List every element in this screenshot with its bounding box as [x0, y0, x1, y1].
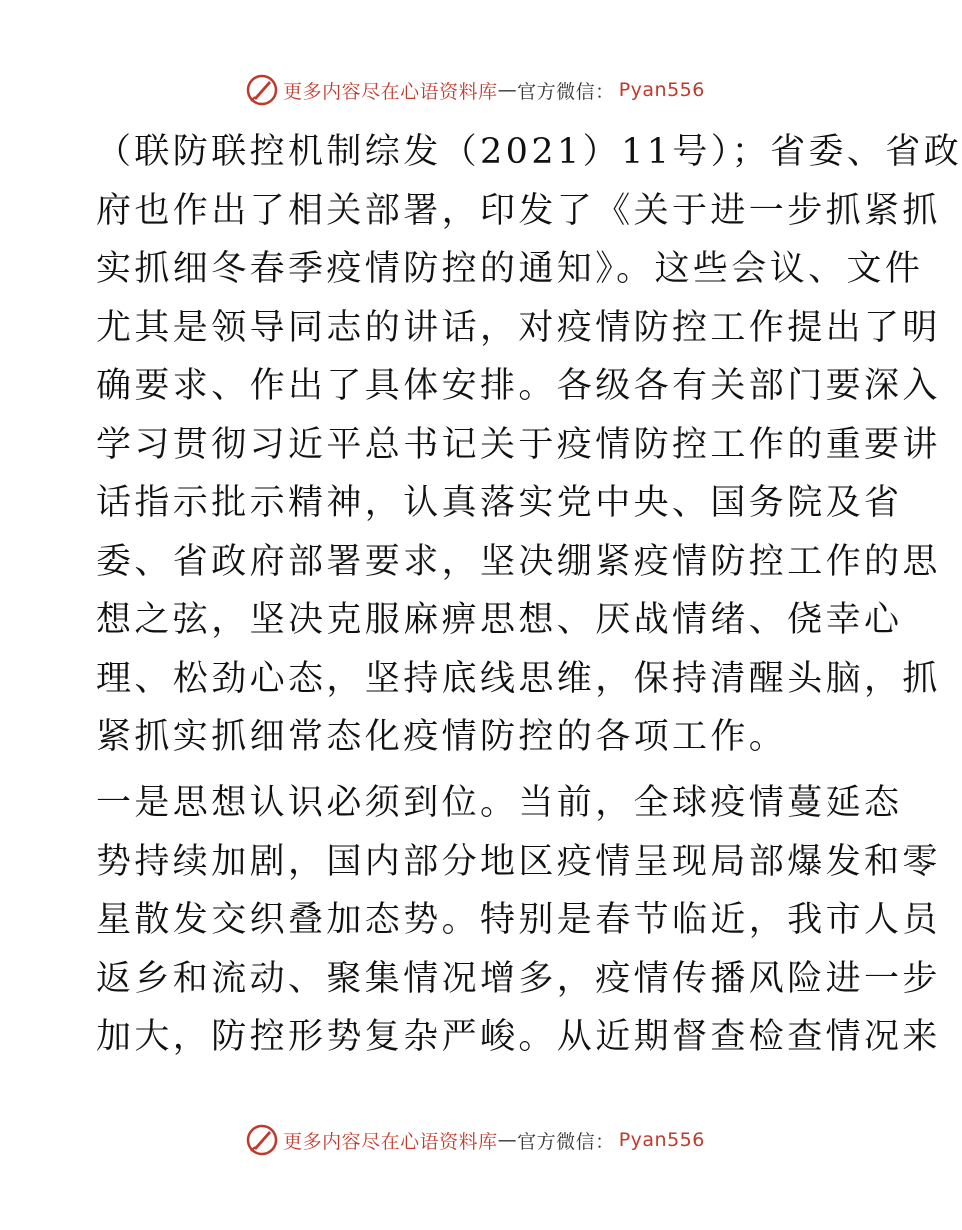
- wechat-label: 官方微信：: [517, 80, 615, 103]
- text-line: 想之弦，坚决克服麻痹思想、厌战情绪、侥幸心: [96, 600, 903, 640]
- text-line: 府也作出了相关部署，印发了《关于进一步抓紧抓: [96, 190, 941, 231]
- wechat-id: Pyan556: [618, 1129, 705, 1151]
- text-line: 返乡和流动、聚集情况增多，疫情传播风险进一步: [96, 958, 941, 999]
- brand-text: 更多内容尽在心语资料库: [283, 1130, 498, 1153]
- banner-separator: —: [497, 79, 518, 101]
- text-line: （联防联控机制综发（2021）11号）；省委、省政: [96, 132, 962, 172]
- text-line: 学习贯彻习近平总书记关于疫情防控工作的重要讲: [96, 424, 941, 465]
- wechat-label: 官方微信：: [517, 1130, 615, 1153]
- text-line: 尤其是领导同志的讲话，对疫情防控工作提出了明: [96, 307, 941, 348]
- text-line: 加大，防控形势复杂严峻。从近期督查检查情况来: [96, 1017, 941, 1057]
- text-line: 一是思想认识必须到位。当前，全球疫情蔓延态: [96, 783, 903, 823]
- text-line: 确要求、作出了具体安排。各级各有关部门要深入: [96, 366, 941, 406]
- wechat-id: Pyan556: [618, 79, 705, 101]
- quill-pen-logo-icon: [245, 1123, 279, 1157]
- banner-separator: —: [497, 1129, 518, 1151]
- quill-pen-logo-icon: [245, 73, 279, 107]
- text-line: 话指示批示精神，认真落实党中央、国务院及省: [96, 483, 903, 523]
- header-watermark-banner: [0, 70, 950, 110]
- text-line: 委、省政府部署要求，坚决绷紧疫情防控工作的思: [96, 541, 941, 582]
- paragraph-1: [96, 123, 962, 767]
- footer-watermark-banner: [0, 1120, 950, 1160]
- text-line: 紧抓实抓细常态化疫情防控的各项工作。: [96, 717, 788, 757]
- brand-text: 更多内容尽在心语资料库: [283, 80, 498, 103]
- text-line: 理、松劲心态，坚持底线思维，保持清醒头脑，抓: [96, 658, 941, 699]
- paragraph-2: [96, 774, 941, 1067]
- text-line: 实抓细冬春季疫情防控的通知》。这些会议、文件: [96, 249, 924, 289]
- text-line: 势持续加剧，国内部分地区疫情呈现局部爆发和零: [96, 841, 941, 882]
- text-line: 星散发交织叠加态势。特别是春节临近，我市人员: [96, 900, 941, 940]
